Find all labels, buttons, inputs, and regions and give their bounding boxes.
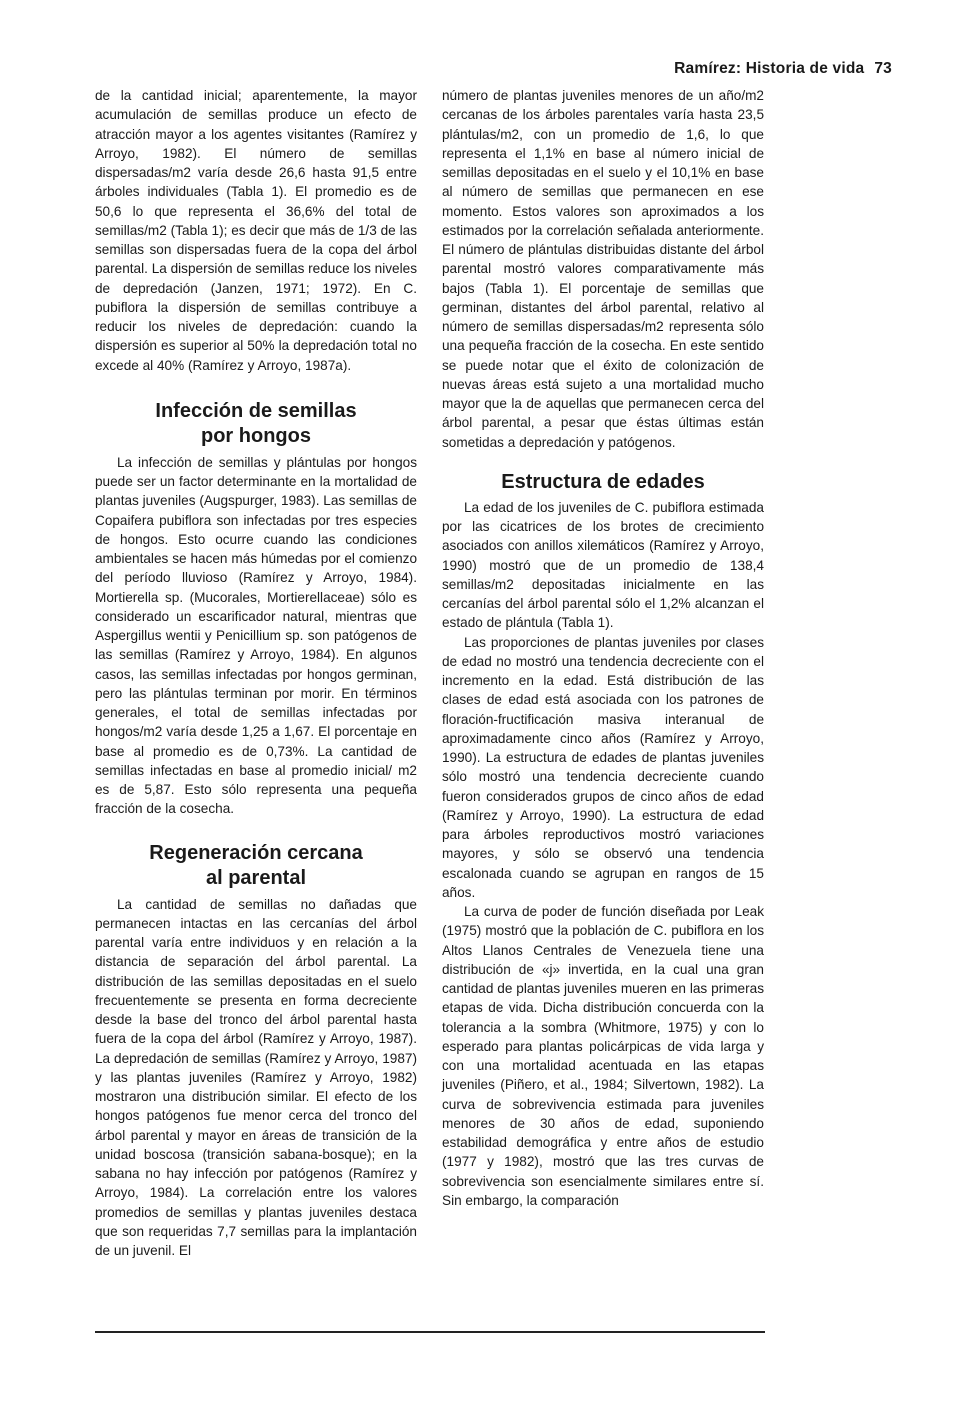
right-column bbox=[442, 86, 764, 1210]
paragraph: La cantidad de semillas no dañadas que permanecen intactas en las cercanías del árbol parental varía entre individuos y en relación a la distancia de separación del árbol parental. La distribución de las semillas depositadas en el suelo frecuentemente se presenta en forma decreciente desde la base del tronco del árbol parental hasta fuera de la copa del árbol (Ramírez y Arroyo, 1987). La depredación de semillas (Ramírez y Arroyo, 1987) y las plantas juveniles (Ramírez y Arroyo, 1982) mostraron una distribución similar. El efecto de los hongos patógenos fue menor cerca del tronco del árbol parental y mayor en áreas de transición de la unidad boscosa (transición sabana-bosque); en la sabana no hay infección por patógenos (Ramírez y Arroyo, 1984). La correlación entre los valores promedios de semillas y plantas juveniles destaca que son requeridas 7,7 semillas para la implantación de un juvenil. El bbox=[95, 896, 417, 1258]
paragraph: La edad de los juveniles de C. pubiflora estimada por las cicatrices de los brotes de crecimiento asociados con anillos xilemáticos (Ramírez y Arroyo, 1990) mostró que de un promedio de 138,4 semillas/m2 depositadas inicialmente en las cercanías del árbol parental sólo el 1,2% alcanzan el estado de plántula (Tabla 1). bbox=[442, 499, 764, 631]
bottom-rule bbox=[95, 1331, 765, 1333]
paragraph: número de plantas juveniles menores de un año/m2 cercanas de los árboles parentales varía hasta 23,5 plántulas/m2, con un promedio de 1,6, lo que representa el 1,1% en base al número inicial de semillas depositadas en el suelo y el 10,1% en base al número de semillas que permanecen en ese momento. Estos valores son aproximados a los estimados por la correlación señalada anteriormente. El número de plántulas distribuidas distante del árbol parental mostró valores comparativamente más bajos (Tabla 1). El porcentaje de semillas que germinan, distantes del árbol parental, relativo al número de semillas dispersadas/m2 representa sólo una pequeña fracción de la cosecha. En este sentido se puede notar que el éxito de colonización de nuevas áreas está sujeto a una mortalidad mucho mayor que la de aquellas que permanecen cerca del árbol parental, a pesar que éstas últimas están sometidas a depredación y patógenos. bbox=[442, 88, 764, 450]
running-title: Ramírez: Historia de vida bbox=[674, 60, 865, 77]
running-head bbox=[674, 60, 892, 78]
heading-line: al parental bbox=[205, 866, 307, 889]
section-heading-infeccion bbox=[95, 399, 417, 449]
section-heading-estructura: Estructura de edades bbox=[501, 470, 705, 493]
heading-line: Infección de semillas bbox=[155, 399, 357, 422]
paragraph: La curva de poder de función diseñada por Leak (1975) mostró que la población de C. pubiflora en los Altos Llanos Centrales de Venezuela tiene una distribución de «j» invertida, en la cual una gran cantidad de plantas juveniles mueren en las primeras etapas de vida. Dicha distribución concuerda con la tolerancia a la sombra (Whitmore, 1975) y con lo esperado para plantas policárpicas de vida larga y con una mortalidad acentuada en las etapas juveniles (Piñero, et al., 1984; Silvertown, 1982). La curva de sobrevivencia estimada para juveniles menores de 30 años de edad, suponiendo estabilidad demográfica y entre años de estudio (1977 y 1982), mostró que las tres curvas de sobrevivencia son esencialmente similares entre sí. Sin embargo, la comparación bbox=[442, 904, 764, 1208]
section-heading-regeneracion bbox=[95, 841, 417, 891]
paragraph: Las proporciones de plantas juveniles por clases de edad no mostró una tendencia decreciente con el incremento en la edad. Está distribución de las clases de edad está asociada con los patrones de floración-fructificación masiva interanual de aproximadamente cinco años (Ramírez y Arroyo, 1990). La estructura de edades de plantas juveniles sólo mostró una tendencia decreciente cuando fueron considerados grupos de cinco años de edad (Ramírez y Arroyo, 1990). La estructura de edad para árboles reproductivos mostró variaciones mayores, y sólo se observó una tendencia escalonada cuando se agrupan en rangos de 15 años. bbox=[442, 634, 764, 900]
heading-line: Regeneración cercana bbox=[149, 841, 363, 864]
paragraph: La infección de semillas y plántulas por hongos puede ser un factor determinante en la mortalidad de plantas juveniles (Augspurger, 1983). Las semillas de Copaifera pubiflora son infectadas por tres especies de hongos. Esto ocurre cuando las condiciones ambientales se hacen más húmedas por el comienzo del período lluvioso (Ramírez y Arroyo, 1984). Mortierella sp. (Mucorales, Mortierellaceae) sólo es considerado un escarificador natural, mientras que Aspergillus wentii y Penicillium sp. son patógenos de las semillas (Ramírez y Arroyo, 1984). En algunos casos, las semillas infectadas por hongos germinan, pero las plántulas terminan por morir. En términos generales, el total de semillas infectadas por hongos/m2 varía desde 1,25 a 1,67. El porcentaje en base al promedio es de 0,73%. La cantidad de semillas infectadas en base al promedio inicial/ m2 es de 5,87. Esto sólo representa una pequeña fracción de la cosecha. bbox=[95, 454, 417, 817]
page-number: 73 bbox=[874, 60, 892, 77]
paragraph: de la cantidad inicial; aparentemente, la mayor acumulación de semillas produce un efecto de atracción mayor a los agentes visitantes (Ramírez y Arroyo, 1982). El número de semillas dispersadas/m2 varía desde 26,6 hasta 91,5 entre árboles individuales (Tabla 1). El promedio es de 50,6 lo que representa el 36,6% del total de semillas/m2 (Tabla 1); es decir que más de 1/3 de las semillas son dispersadas fuera de la copa del árbol parental. La dispersión de semillas reduce los niveles de depredación (Janzen, 1971; 1972). En C. pubiflora la dispersión de semillas contribuye a reducir los niveles de depredación: cuando la dispersión es superior al 50% la depredación total no excede al 40% (Ramírez y Arroyo, 1987a). bbox=[95, 88, 417, 373]
left-column bbox=[95, 86, 417, 1260]
heading-line: por hongos bbox=[201, 424, 311, 447]
